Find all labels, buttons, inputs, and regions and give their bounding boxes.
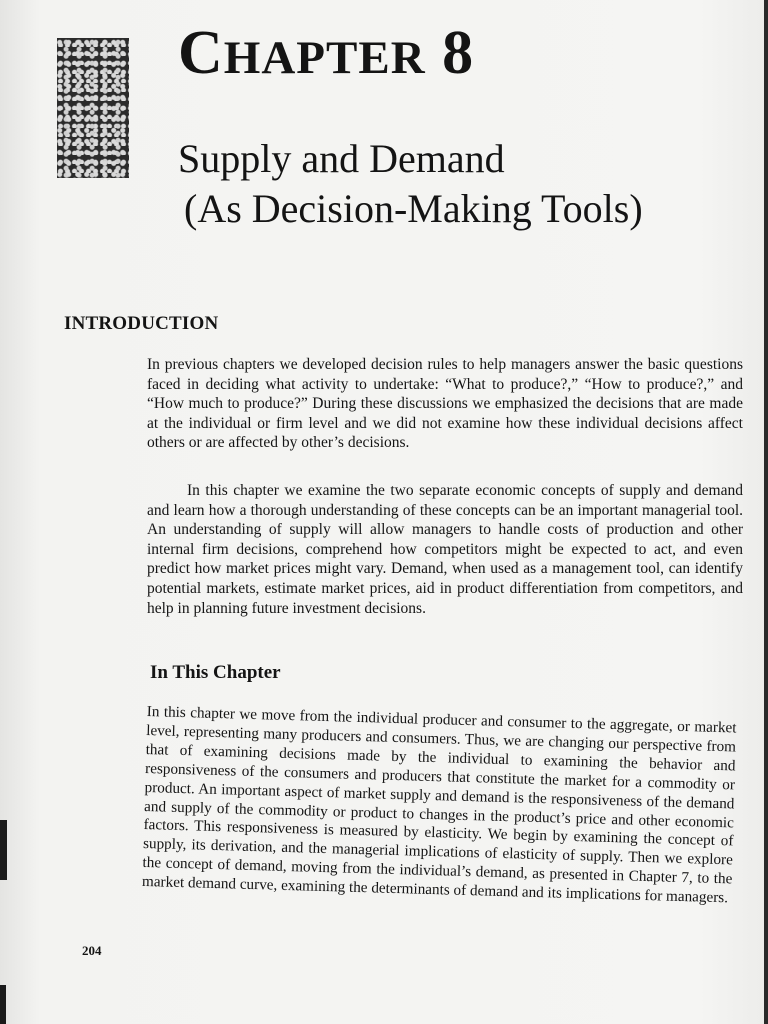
- chapter-label-rest: HAPTER: [223, 32, 426, 84]
- chapter-decorative-block: [57, 38, 129, 178]
- chapter-title-line2: (As Decision-Making Tools): [184, 186, 643, 231]
- chapter-number: 8: [442, 19, 475, 87]
- introduction-paragraph-2: In this chapter we examine the two separate economic concepts of supply and demand and learn how a thorough understanding of these concepts can be an important managerial tool. An understanding of supply will allow managers to handle costs of production and other internal firm decisions, comprehend how competitors might be expected to act, and even predict how market prices might vary. Demand, when used as a management tool, can identify potential markets, estimate market prices, aid in product differentiation from competitors, and help in planning future investment decisions.: [147, 482, 743, 617]
- scan-edge-left-bottom: [0, 985, 6, 1024]
- in-this-chapter-paragraph: In this chapter we move from the individual producer and consumer to the aggregate, or market level, representing many producers and consumers. Thus, we are changing our perspective from that of examining decisions made by the individual to examining the behavior and responsiveness of the consumers and producers that constitute the market for a commodity or product. An important aspect of market supply and demand is the responsiveness of the demand and supply of the commodity or product to changes in the product’s price and other economic factors. This responsiveness is measured by elasticity. We begin by examining the concept of supply, its derivation, and the managerial implications of elasticity of supply. Then we explore the concept of demand, moving from the individual’s demand, as presented in Chapter 7, to the market demand curve, examining the determinants of demand and its implications for managers.: [141, 703, 737, 907]
- page-number: 204: [82, 943, 102, 958]
- introduction-heading: INTRODUCTION: [64, 313, 219, 334]
- chapter-title: [178, 134, 643, 234]
- chapter-label-first: C: [178, 19, 224, 87]
- chapter-title-line1: Supply and Demand: [178, 136, 505, 181]
- in-this-chapter-heading: In This Chapter: [150, 662, 281, 683]
- chapter-heading: [178, 19, 475, 87]
- introduction-paragraph-1: In previous chapters we developed decision rules to help managers answer the basic questions faced in deciding what activity to undertake: “What to produce?,” “How to produce?,” and “How much to produce?” During these discussions we emphasized the decisions that are made at the individual or firm level and we did not examine how these individual decisions affect others or are affected by other’s decisions.: [147, 356, 743, 452]
- scan-edge-left: [0, 820, 7, 880]
- scan-edge-right: [764, 0, 768, 1024]
